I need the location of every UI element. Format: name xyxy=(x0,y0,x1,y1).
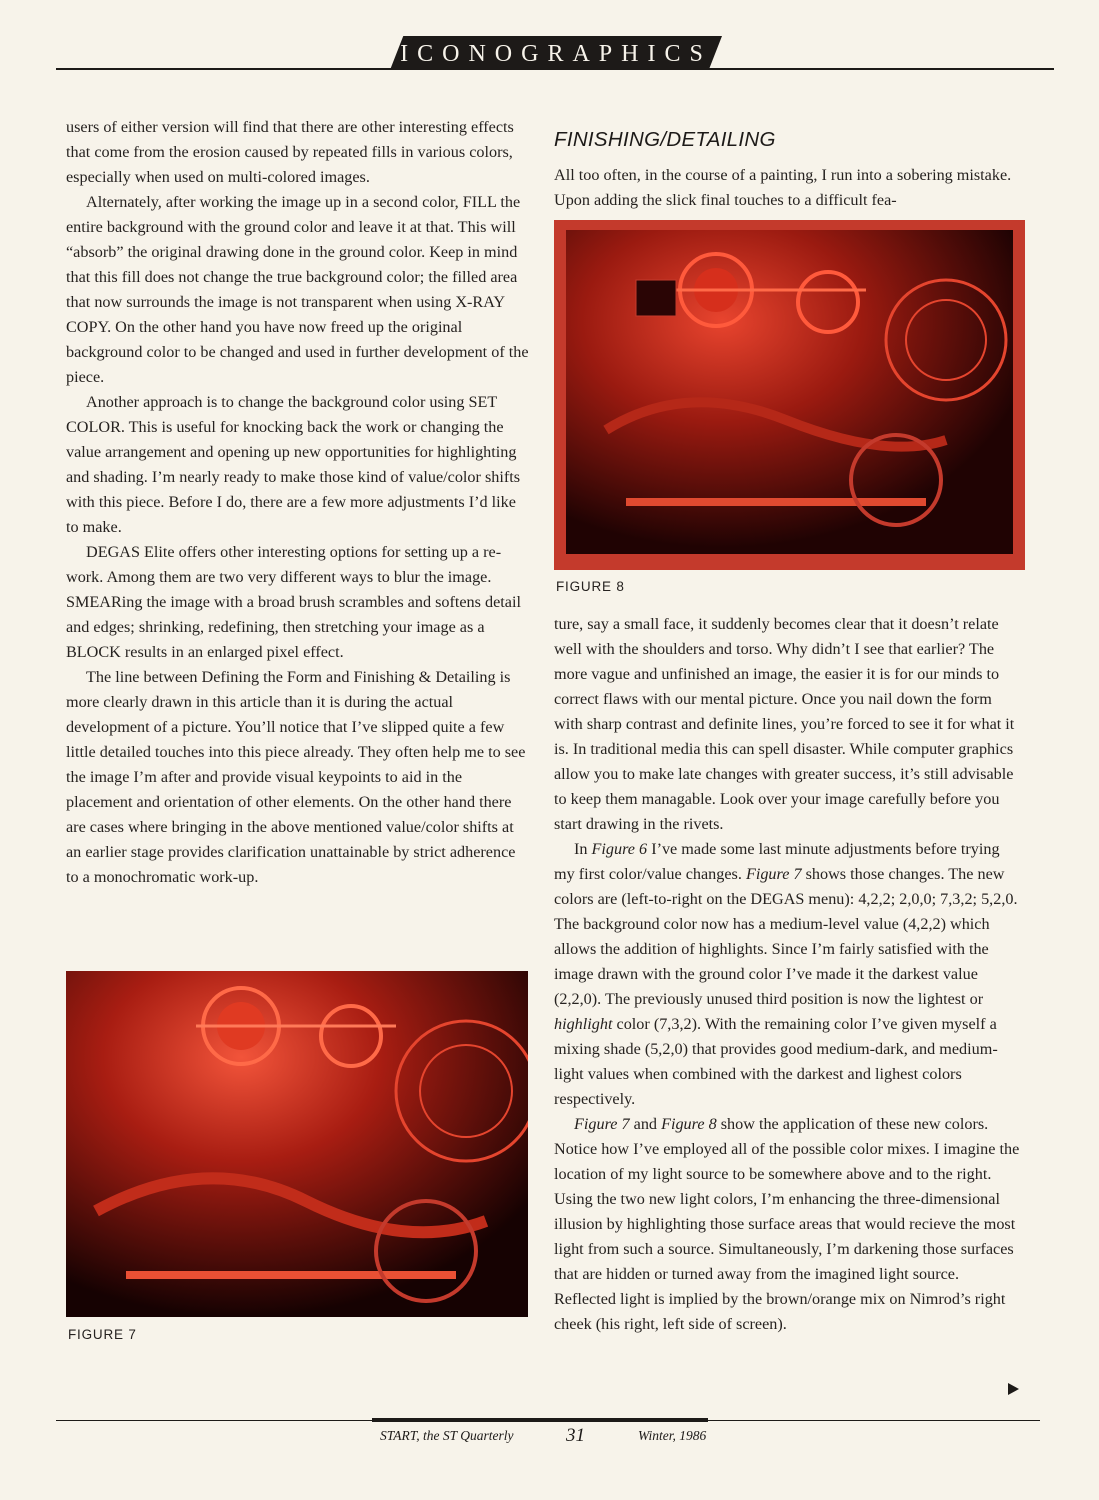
paragraph: ture, say a small face, it suddenly becomes clear that it doesn’t relate well with the shoulders and torso. Why didn’t I see that earlier? The more vague and unfinished an image, the easier it is for our minds to correct flaws with our mental picture. Once you nail down the form with sharp contrast and definite lines, you’re forced to see it for what it is. In traditional media this can spell disaster. While computer graphics allow you to make late changes with greater success, it’s still advisable to keep them managable. Look over your image carefully before you start drawing in the rivets. xyxy=(554,615,1015,833)
figure-8-image xyxy=(554,220,1025,570)
figure-7-image xyxy=(66,971,528,1317)
paragraph xyxy=(554,837,1022,1112)
paragraph: DEGAS Elite offers other interesting options for setting up a re-work. Among them are two very different ways to blur the image. SMEARing the image with a broad brush scrambles and softens detail and edges; shrinking, redefining, then stretching your image as a BLOCK results in an enlarged pixel effect. xyxy=(66,543,521,661)
text-run: and xyxy=(629,1115,662,1133)
paragraph xyxy=(554,1112,1022,1337)
figure-reference: Figure 7 xyxy=(574,1115,630,1133)
emphasis: highlight xyxy=(554,1015,613,1033)
figure-8-caption: FIGURE 8 xyxy=(556,579,625,594)
text-run: show the application of these new colors. Notice how I’ve employed all of the possible color mixes. I imagine the location of my light source to be somewhere above and to the right. Using the two new light colors, I’m enhancing the three-dimensional illusion by highlighting those surface areas that would recieve the most light from such a source. Simultaneously, I’m darkening those surfaces that are hidden or turned away from the imagined light source. Reflected light is implied by the brown/orange mix on Nimrod’s right cheek (his right, left side of screen). xyxy=(554,1115,1020,1333)
figure-8-artwork xyxy=(566,230,1013,554)
section-heading: FINISHING/DETAILING xyxy=(554,128,776,151)
figure-reference: Figure 7 xyxy=(745,865,802,883)
text-run: shows those changes. The new colors are (left-to-right on the DEGAS menu): 4,2,2; 2,0,0; 7,3,2; 5,2,0. The background color now has a medium-level value (4,2,2) which allows the addition of highlights. Since I’m fairly satisfied with the image drawn with the ground color I’ve made it the darkest value (2,2,0). The previously unused third position is now the lightest or xyxy=(554,865,1018,1008)
paragraph: The line between Defining the Form and Finishing & Detailing is more clearly drawn in this article than it is during the actual development of a picture. You’ll notice that I’ve slipped quite a few little detailed touches into this piece already. They often help me to see the image I’m after and provide visual keypoints to aid in the placement and orientation of other elements. On the other hand there are cases where bringing in the above mentioned value/color shifts at an earlier stage provides clarification unattainable by strict adherence to a monochromatic work-up. xyxy=(66,668,526,886)
paragraph: Another approach is to change the background color using SET COLOR. This is useful for knocking back the work or changing the value arrangement and opening up new opportunities for highlighting and shading. I’m nearly ready to make those kind of value/color shifts with this piece. Before I do, there are a few more adjustments I’d like to make. xyxy=(66,393,521,536)
text-run: color (7,3,2). With the remaining color I’ve given myself a mixing shade (5,2,0) that provides good medium-dark, and medium-light values when combined with the darkest and lighest colors respectively. xyxy=(554,1015,998,1108)
paragraph: All too often, in the course of a painting, I run into a sobering mistake. Upon adding the slick final touches to a difficult fea- xyxy=(554,166,1012,209)
figure-reference: Figure 6 xyxy=(591,840,648,858)
footer-issue: Winter, 1986 xyxy=(638,1428,707,1443)
footer-rule-thick xyxy=(372,1418,708,1422)
footer-publication: START, the ST Quarterly xyxy=(380,1428,514,1443)
paragraph: Alternately, after working the image up in a second color, FILL the entire background with the ground color and leave it at that. This will “absorb” the original drawing done in the ground color. Keep in mind that this fill does not change the true background color; the filled area that now surrounds the image is not transparent when using X-RAY COPY. On the other hand you have now freed up the original background color to be changed and used in further development of the piece. xyxy=(66,193,529,386)
right-column-bottom xyxy=(554,612,1022,1337)
figure-reference: Figure 8 xyxy=(661,1115,717,1133)
section-title: ICONOGRAPHICS xyxy=(400,41,712,67)
left-column xyxy=(66,115,532,890)
play-arrow-icon xyxy=(1008,1383,1019,1395)
page-number: 31 xyxy=(566,1425,585,1446)
figure-7-caption: FIGURE 7 xyxy=(68,1327,137,1342)
paragraph: users of either version will find that there are other interesting effects that come from the erosion caused by repeated fills in various colors, especially when used on multi-colored images. xyxy=(66,118,514,186)
right-column-top xyxy=(554,163,1020,213)
figure-7-artwork xyxy=(66,971,528,1317)
text-run: In xyxy=(574,840,592,858)
text-run: I’ve made some last minute adjustments before trying my first color/value changes. xyxy=(554,840,1000,883)
